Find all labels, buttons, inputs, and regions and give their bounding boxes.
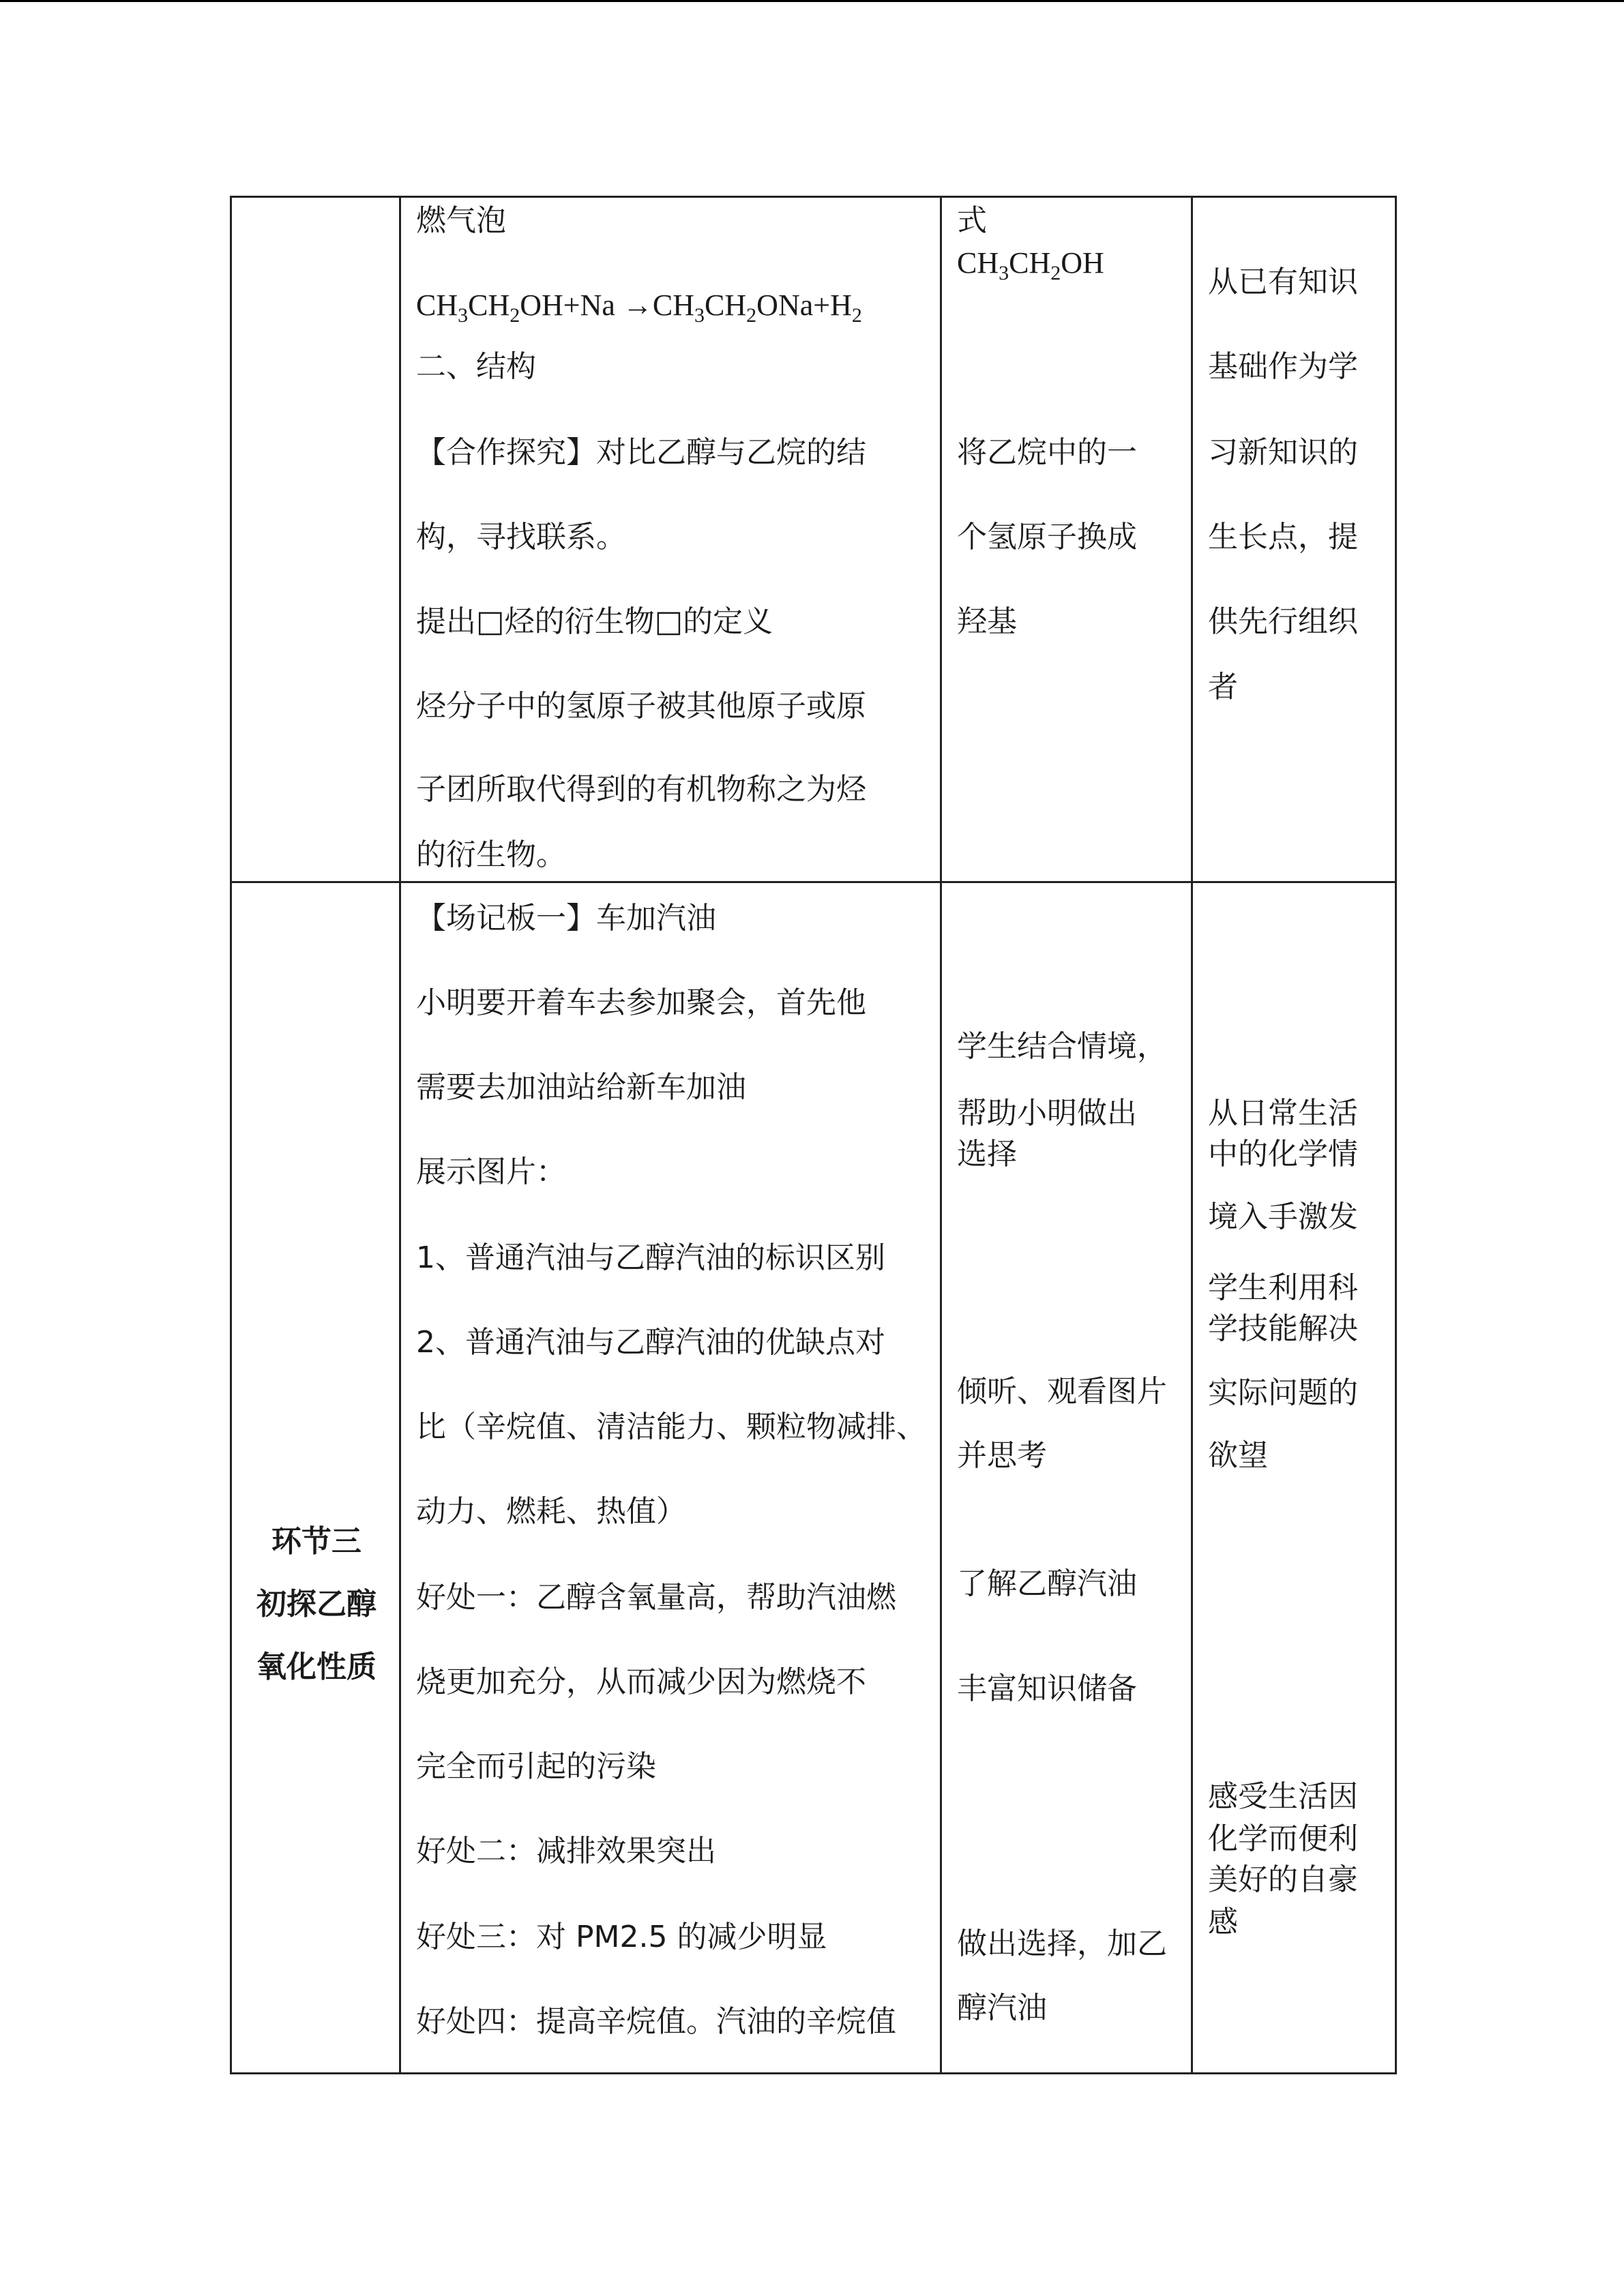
text-line: 了解乙醇汽油 <box>957 1566 1137 1601</box>
text-line: 1、普通汽油与乙醇汽油的标识区别 <box>416 1240 885 1275</box>
text-line: 境入手激发 <box>1208 1199 1358 1234</box>
text-line: 烧更加充分，从而减少因为燃烧不 <box>416 1665 866 1699</box>
text-line: 倾听、观看图片 <box>957 1374 1167 1409</box>
text-line: 小明要开着车去参加聚会，首先他 <box>416 985 866 1020</box>
text-line: 选择 <box>957 1137 1017 1172</box>
text-line: 化学而便利 <box>1208 1821 1358 1856</box>
text-line: 将乙烷中的一 <box>957 435 1137 470</box>
teacher-activity-cell <box>400 197 941 882</box>
text-line: 动力、燃耗、热值） <box>416 1494 686 1529</box>
text-line: 好处二：减排效果突出 <box>416 1834 716 1868</box>
stage-cell <box>231 197 400 882</box>
text-line: 者 <box>1208 670 1238 704</box>
text-line: 丰富知识储备 <box>957 1671 1137 1706</box>
text-line: 2、普通汽油与乙醇汽油的优缺点对 <box>416 1325 885 1360</box>
text-line: 比（辛烷值、清洁能力、颗粒物减排、 <box>416 1410 926 1444</box>
text-line: 学生利用科 <box>1208 1270 1358 1305</box>
student-activity-cell <box>941 882 1192 2074</box>
text-line: 实际问题的 <box>1208 1375 1358 1410</box>
section-heading: 二、结构 <box>416 349 536 384</box>
text-line: 燃气泡 <box>416 203 506 238</box>
text-line: 做出选择，加乙 <box>957 1926 1167 1961</box>
text-line: 感受生活因 <box>1208 1779 1358 1814</box>
text-line: 构，寻找联系。 <box>416 520 626 554</box>
text-line: 烃分子中的氢原子被其他原子或原 <box>416 689 866 724</box>
text-line: 子团所取代得到的有机物称之为烃 <box>416 772 866 807</box>
stage-cell <box>231 882 400 2074</box>
text-line: 习新知识的 <box>1208 435 1358 470</box>
design-intent-cell <box>1192 197 1396 882</box>
text-line: 欲望 <box>1208 1438 1268 1473</box>
text-line: 从已有知识 <box>1208 265 1358 299</box>
text-line: 【合作探究】对比乙醇与乙烷的结 <box>416 435 866 470</box>
text-line: 好处一：乙醇含氧量高，帮助汽油燃 <box>416 1580 896 1615</box>
text-line: 感 <box>1208 1905 1238 1939</box>
text-line: 中的化学情 <box>1208 1137 1358 1172</box>
text-line: 【场记板一】车加汽油 <box>416 901 716 936</box>
text-line: 并思考 <box>957 1438 1047 1473</box>
text-line: 个氢原子换成 <box>957 520 1137 554</box>
stage-title: 氧化性质 <box>256 1650 377 1684</box>
text-line: 美好的自豪 <box>1208 1862 1358 1897</box>
text-line: 学生结合情境， <box>957 1029 1167 1064</box>
text-line: 学技能解决 <box>1208 1311 1358 1346</box>
student-activity-cell <box>941 197 1192 882</box>
text-line: 生长点，提 <box>1208 520 1358 554</box>
stage-title: 环节三 <box>271 1524 361 1559</box>
text-line: 帮助小明做出 <box>957 1096 1137 1131</box>
lesson-table <box>230 196 1397 2074</box>
page-top-rule <box>0 0 1624 2</box>
chemical-equation: $CH_3CH_2OH+Na \to CH_3CH_2ONa+H_2$ <box>416 288 862 327</box>
text-line: 好处三：对 PM2.5 的减少明显 <box>416 1920 827 1954</box>
text-line: 式 <box>957 203 987 238</box>
text-line: 好处四：提高辛烷值。汽油的辛烷值 <box>416 2004 896 2039</box>
chemical-formula: $CH_3CH_2OH$ <box>957 246 1104 284</box>
text-line: 需要去加油站给新车加油 <box>416 1070 746 1105</box>
table-row <box>231 197 1396 882</box>
text-line: 供先行组织 <box>1208 604 1358 639</box>
text-line: 羟基 <box>957 604 1017 639</box>
text-line: 醇汽油 <box>957 1991 1047 2025</box>
text-line: 的衍生物。 <box>416 837 566 872</box>
text-line: 完全而引起的污染 <box>416 1749 656 1784</box>
text-line: 基础作为学 <box>1208 349 1358 384</box>
text-line: 从日常生活 <box>1208 1096 1358 1131</box>
text-line: 提出□烃的衍生物□的定义 <box>416 604 773 639</box>
design-intent-cell <box>1192 882 1396 2074</box>
teacher-activity-cell <box>400 882 941 2074</box>
table-row <box>231 882 1396 2074</box>
lesson-plan-table <box>230 196 1395 2072</box>
text-line: 展示图片： <box>416 1154 566 1189</box>
stage-title: 初探乙醇 <box>256 1587 377 1622</box>
